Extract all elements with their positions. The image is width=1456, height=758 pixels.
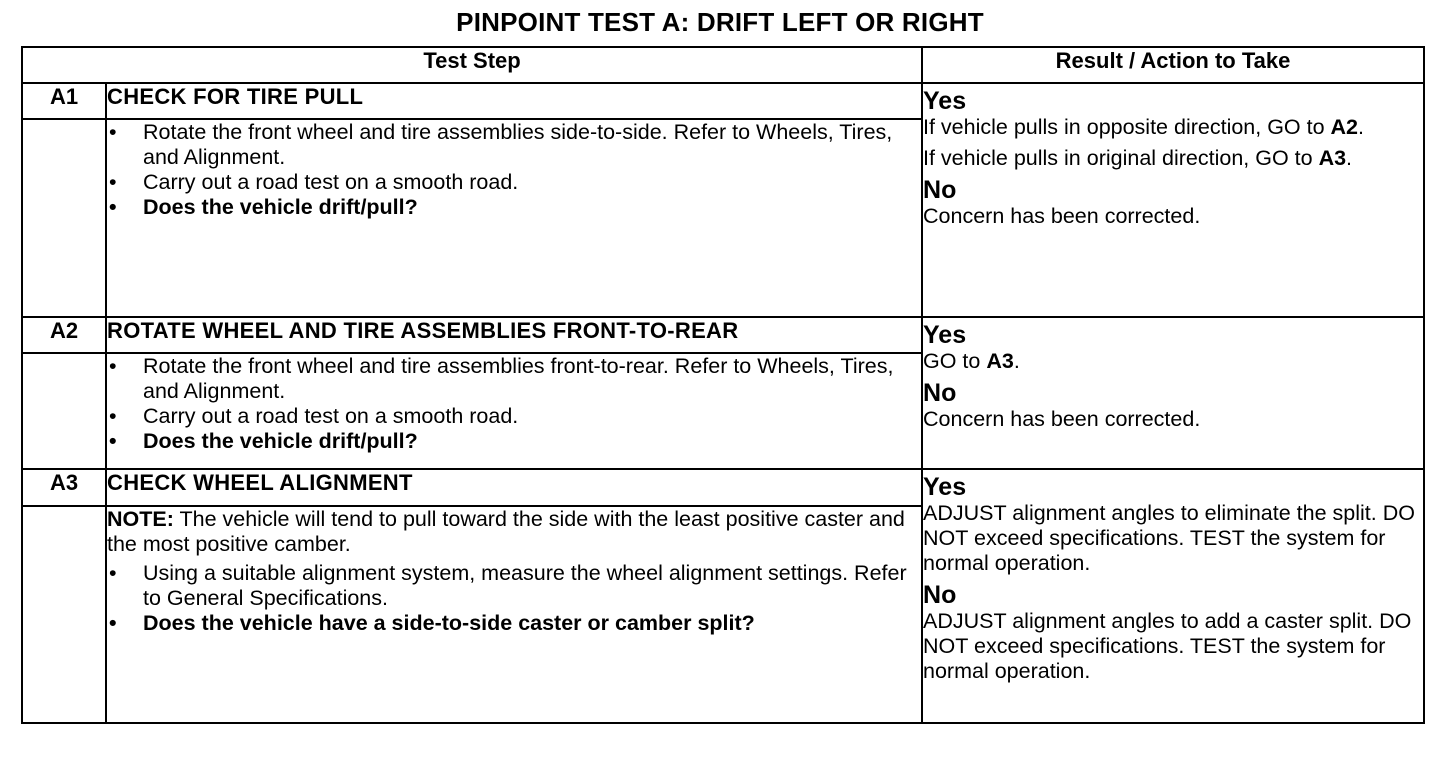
yes-action: If vehicle pulls in original direction, GO to A3. (923, 146, 1353, 170)
yes-action: If vehicle pulls in opposite direction, GO to A2. (923, 115, 1364, 139)
table-row-a1-heading (22, 83, 1424, 119)
list-item: • Does the vehicle have a side-to-side caster or camber split? (109, 610, 755, 635)
step-list (107, 354, 921, 454)
header-test-step: Test Step (22, 47, 922, 83)
yes-label: Yes (923, 473, 967, 501)
result-cell (922, 83, 1424, 317)
table-header-row (22, 47, 1424, 83)
no-action: Concern has been corrected. (923, 204, 1201, 228)
no-action: Concern has been corrected. (923, 407, 1201, 431)
step-body (106, 506, 922, 723)
no-label: No (923, 379, 957, 407)
list-item: • Does the vehicle drift/pull? (109, 429, 418, 453)
step-id: A2 (22, 317, 106, 353)
step-heading: CHECK WHEEL ALIGNMENT (106, 469, 922, 506)
table-row-a2-heading (22, 317, 1424, 353)
table-row-a3-heading (22, 469, 1424, 506)
header-result-action: Result / Action to Take (922, 47, 1424, 83)
step-id: A1 (22, 83, 106, 119)
list-item: • Does the vehicle drift/pull? (109, 195, 418, 219)
list-item: • Rotate the front wheel and tire assemblies front-to-rear. Refer to Wheels, Tires, and Alignment. (109, 354, 894, 403)
list-item: • Using a suitable alignment system, measure the wheel alignment settings. Refer to General Specifications. (109, 560, 907, 610)
yes-action: ADJUST alignment angles to eliminate the split. DO NOT exceed specifications. TEST the system for normal operation. (923, 501, 1415, 575)
step-id: A3 (22, 469, 106, 506)
no-label: No (923, 176, 957, 204)
note-text: NOTE: The vehicle will tend to pull toward the side with the least positive caster and the most positive camber. (107, 506, 905, 556)
list-item: • Rotate the front wheel and tire assemblies side-to-side. Refer to Wheels, Tires, and Alignment. (109, 120, 893, 169)
step-list (107, 120, 921, 220)
page-title: PINPOINT TEST A: DRIFT LEFT OR RIGHT (456, 7, 984, 37)
step-heading: ROTATE WHEEL AND TIRE ASSEMBLIES FRONT-TO-REAR (106, 317, 922, 353)
result-cell (922, 469, 1424, 723)
no-label: No (923, 581, 957, 609)
step-body (106, 119, 922, 317)
step-body (106, 353, 922, 469)
yes-label: Yes (923, 87, 967, 115)
yes-label: Yes (923, 321, 967, 349)
step-heading: CHECK FOR TIRE PULL (106, 83, 922, 119)
list-item: • Carry out a road test on a smooth road. (109, 404, 519, 428)
yes-action: GO to A3. (923, 349, 1020, 373)
result-cell (922, 317, 1424, 469)
pinpoint-test-table (21, 46, 1425, 724)
list-item: • Carry out a road test on a smooth road. (109, 170, 519, 194)
step-list (107, 561, 921, 636)
no-action: ADJUST alignment angles to add a caster split. DO NOT exceed specifications. TEST the system for normal operation. (923, 609, 1412, 683)
note-label: NOTE: (107, 506, 174, 531)
